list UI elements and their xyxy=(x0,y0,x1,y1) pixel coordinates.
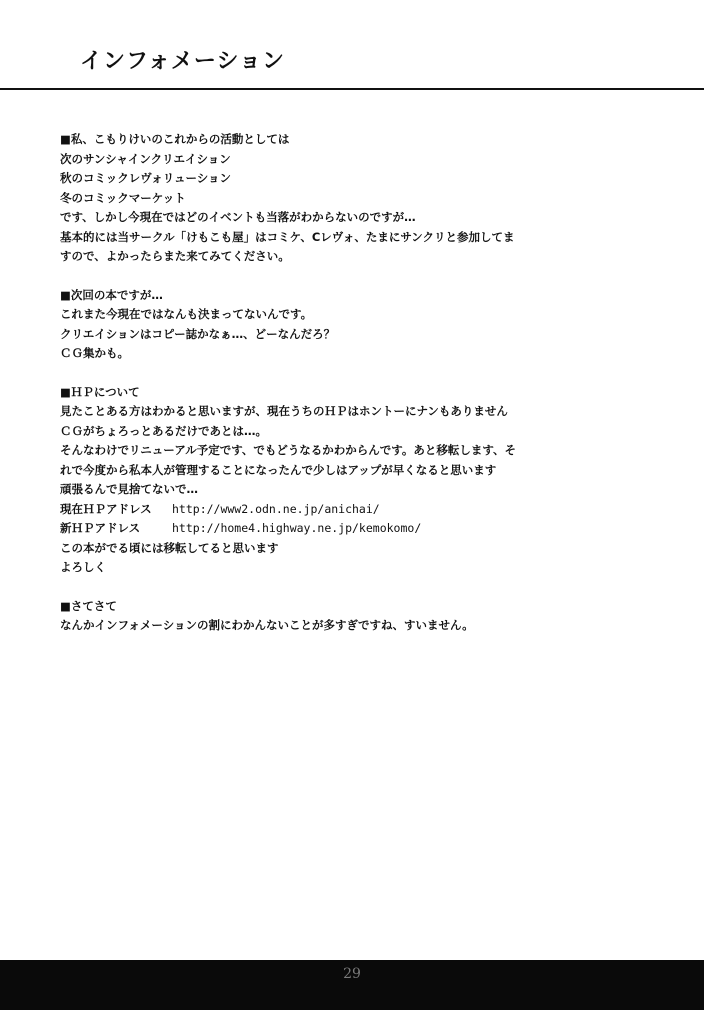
text-line: 見たことある方はわかると思いますが、現在うちのＨＰはホントーにナンもありません xyxy=(60,404,508,418)
footer-bar xyxy=(0,960,704,1010)
text-line: そんなわけでリニューアル予定です、でもどうなるかわからんです。あと移転します、そ xyxy=(60,443,516,457)
new-homepage-row xyxy=(60,519,690,539)
title-rule xyxy=(0,88,704,90)
section-heading-activities: ■私、こもりけいのこれからの活動としては xyxy=(60,132,290,146)
text-line: なんかインフォメーションの割にわかんないことが多すぎですね、すいません。 xyxy=(60,618,474,632)
text-line: ＣＧ集かも。 xyxy=(60,346,129,360)
section-heading-finally: ■さてさて xyxy=(60,598,117,613)
information-body xyxy=(60,130,690,655)
text-line: これまた今現在ではなんも決まってないんです。 xyxy=(60,307,313,321)
text-line: 次のサンシャインクリエイション xyxy=(60,151,231,166)
text-line: 冬のコミックマーケット xyxy=(60,190,186,205)
section-next-book xyxy=(60,286,690,364)
text-line: この本がでる頃には移転してると思います xyxy=(60,540,279,555)
section-heading-homepage: ■ＨＰについて xyxy=(60,384,140,399)
section-heading-next-book: ■次回の本ですが… xyxy=(60,287,163,302)
section-activities xyxy=(60,130,690,267)
section-finally xyxy=(60,597,690,636)
text-line: クリエイションはコピー誌かなぁ…、どーなんだろ？ xyxy=(60,326,336,341)
new-homepage-label: 新ＨＰアドレス xyxy=(60,521,141,535)
text-line: 秋のコミックレヴォリューション xyxy=(60,171,232,185)
text-line: よろしく xyxy=(60,560,106,574)
text-line: ＣＧがちょろっとあるだけであとは…。 xyxy=(60,423,267,438)
section-homepage xyxy=(60,383,690,578)
text-line: れで今度から私本人が管理することになったんで少しはアップが早くなると思います xyxy=(60,462,497,477)
current-homepage-url: http://www2.odn.ne.jp/anichai/ xyxy=(172,501,380,516)
page-number: 29 xyxy=(343,966,361,982)
current-homepage-label: 現在ＨＰアドレス xyxy=(60,501,152,516)
page-title: インフォメーション xyxy=(80,49,286,74)
text-line: です、しかし今現在ではどのイベントも当落がわからないのですが… xyxy=(60,210,416,224)
current-homepage-row xyxy=(60,500,690,520)
text-line: 基本的には当サークル「けもこも屋」はコミケ、Cレヴォ、たまにサンクリと参加してま xyxy=(60,229,515,244)
text-line: 頑張るんで見捨てないで… xyxy=(60,482,198,496)
new-homepage-url: http://home4.highway.ne.jp/kemokomo/ xyxy=(172,521,422,535)
text-line: すので、よかったらまた来てみてください。 xyxy=(60,249,290,263)
